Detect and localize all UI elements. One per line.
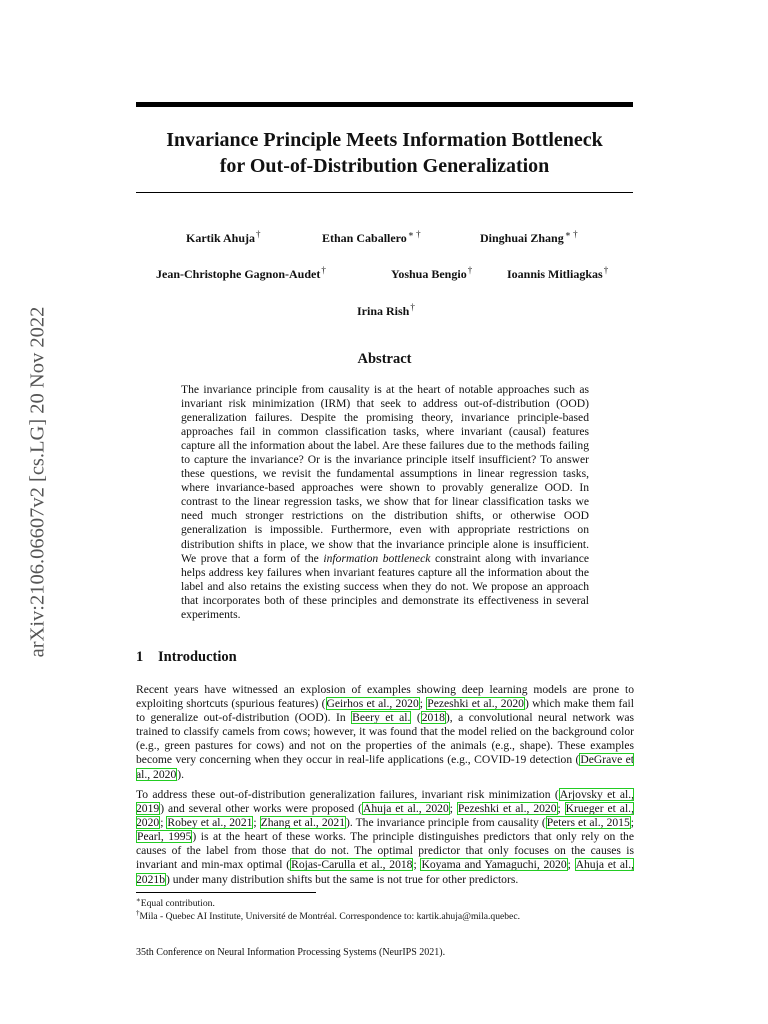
paragraph-text: ) is at the heart of these works. The principle distinguishes predictors that only rely on the causes of the label from those that do not. The optimal predictor that only focuses on the causes is invariant and min-max optimal ( [136,830,634,872]
paragraph-text: ). [177,767,185,781]
citation-link[interactable]: Geirhos et al., 2020 [326,697,419,711]
author: Dinghuai Zhang∗ † [480,229,578,245]
paper-title [136,127,633,179]
paragraph-text: ) and several other works were proposed ( [160,802,362,816]
intro-paragraph-2 [136,788,634,887]
paragraph-text: ; [160,816,167,830]
footnote-equal-contribution: ∗Equal contribution. [136,896,215,910]
citation-link[interactable]: Krueger et al., 2020 [136,802,634,830]
abstract-heading: Abstract [357,351,412,367]
paragraph-text: ; [413,858,421,872]
citation-link[interactable]: Robey et al., 2021 [167,816,253,830]
paragraph-text: Recent years have witnessed an explosion of examples showing deep learning models are prone to exploiting shortcuts (spurious features) ( [136,683,634,711]
section-heading [136,649,237,666]
citation-link[interactable]: Beery et al. [352,711,411,725]
paragraph-text: ( [411,711,421,725]
abstract-text: The invariance principle from causality is at the heart of notable approaches such as invariant risk minimization (IRM) that seek to address out-of-distribution (OOD) generalization failures. Despite the promising theory, invariance principle-based approaches fail in common classification tasks, where invariant (causal) features capture all the information about the label. Are these failures due to the methods failing to capture the invariance? Or is the invariance principle itself insufficient? To answer these questions, we revisit the fundamental assumptions in linear regression tasks, where invariance-based approaches were shown to provably generalize OOD. In contrast to the linear regression tasks, we show that for linear classification tasks we need much stronger restrictions on the distribution shifts, or otherwise OOD generalization is impossible. Furthermore, even with appropriate restrictions on distribution shifts in place, we show that the invariance principle alone is insufficient. We prove that a form of the information bottleneck constraint along with invariance helps address key failures when invariant features capture all the information about the label and also retains the existing success when they do not. We propose an approach that incorporates both of these principles and demonstrate its effectiveness in several experiments. [181,383,589,621]
author: Kartik Ahuja† [186,229,261,245]
citation-link[interactable]: Rojas-Carulla et al., 2018 [291,858,413,872]
title-line-1: Invariance Principle Meets Information Bottleneck [166,129,603,151]
paragraph-text: ) which make them fail to generalize out-of-distribution (OOD). In [136,697,634,725]
citation-link[interactable]: Pezeshki et al., 2020 [457,802,557,816]
citation-link[interactable]: Zhang et al., 2021 [260,816,346,830]
author: Yoshua Bengio† [391,265,473,281]
citation-link[interactable]: 2018 [421,711,445,725]
title-line-2: for Out-of-Distribution Generalization [219,155,550,177]
paragraph-text: ; [630,816,634,830]
title-top-rule [136,102,633,107]
citation-link[interactable]: Koyama and Yamaguchi, 2020 [421,858,567,872]
paragraph-text: ; [419,697,427,711]
citation-link[interactable]: Ahuja et al., 2021b [136,858,635,886]
footnote-affiliation: †Mila - Quebec AI Institute, Université de Montréal. Correspondence to: kartik.ahuja@mila.quebec. [136,909,520,923]
arxiv-stamp: arXiv:2106.06607v2 [cs.LG] 20 Nov 2022 [26,306,49,658]
paragraph-text: ; [557,802,565,816]
paragraph-text: ), a convolutional neural network was trained to classify camels from cows; however, it was found that the model relied on the background color (e.g., green pastures for cows) and not on the properties of the animals (e.g., shape). These examples become very concerning when they occur in real-life applications (e.g., COVID-19 detection ( [136,711,634,767]
section-title: Introduction [158,649,237,665]
author: Irina Rish† [357,302,415,318]
intro-paragraph-1 [136,683,634,782]
paragraph-text: ; [449,802,457,816]
citation-link[interactable]: Peters et al., 2015 [546,816,630,830]
paragraph-text: To address these out-of-distribution generalization failures, invariant risk minimization ( [136,788,559,801]
paragraph-text: ; [253,816,260,830]
citation-link[interactable]: DeGrave et al., 2020 [136,753,635,781]
title-bottom-rule [136,192,633,193]
section-number: 1 [136,649,144,665]
paragraph-text: ; [567,858,575,872]
paragraph-text: ). The invariance principle from causality ( [346,816,546,830]
conference-note: 35th Conference on Neural Information Processing Systems (NeurIPS 2021). [136,947,446,958]
author: Jean-Christophe Gagnon-Audet† [156,265,326,281]
author: Ioannis Mitliagkas† [507,265,609,281]
citation-link[interactable]: Arjovsky et al., 2019 [136,788,635,816]
citation-link[interactable]: Ahuja et al., 2020 [363,802,449,816]
citation-link[interactable]: Pearl, 1995 [137,830,192,844]
paragraph-text: ) under many distribution shifts but the same is not true for other predictors. [165,872,519,886]
footnote-rule [136,892,316,893]
author: Ethan Caballero∗ † [322,229,421,245]
citation-link[interactable]: Pezeshki et al., 2020 [427,697,524,711]
